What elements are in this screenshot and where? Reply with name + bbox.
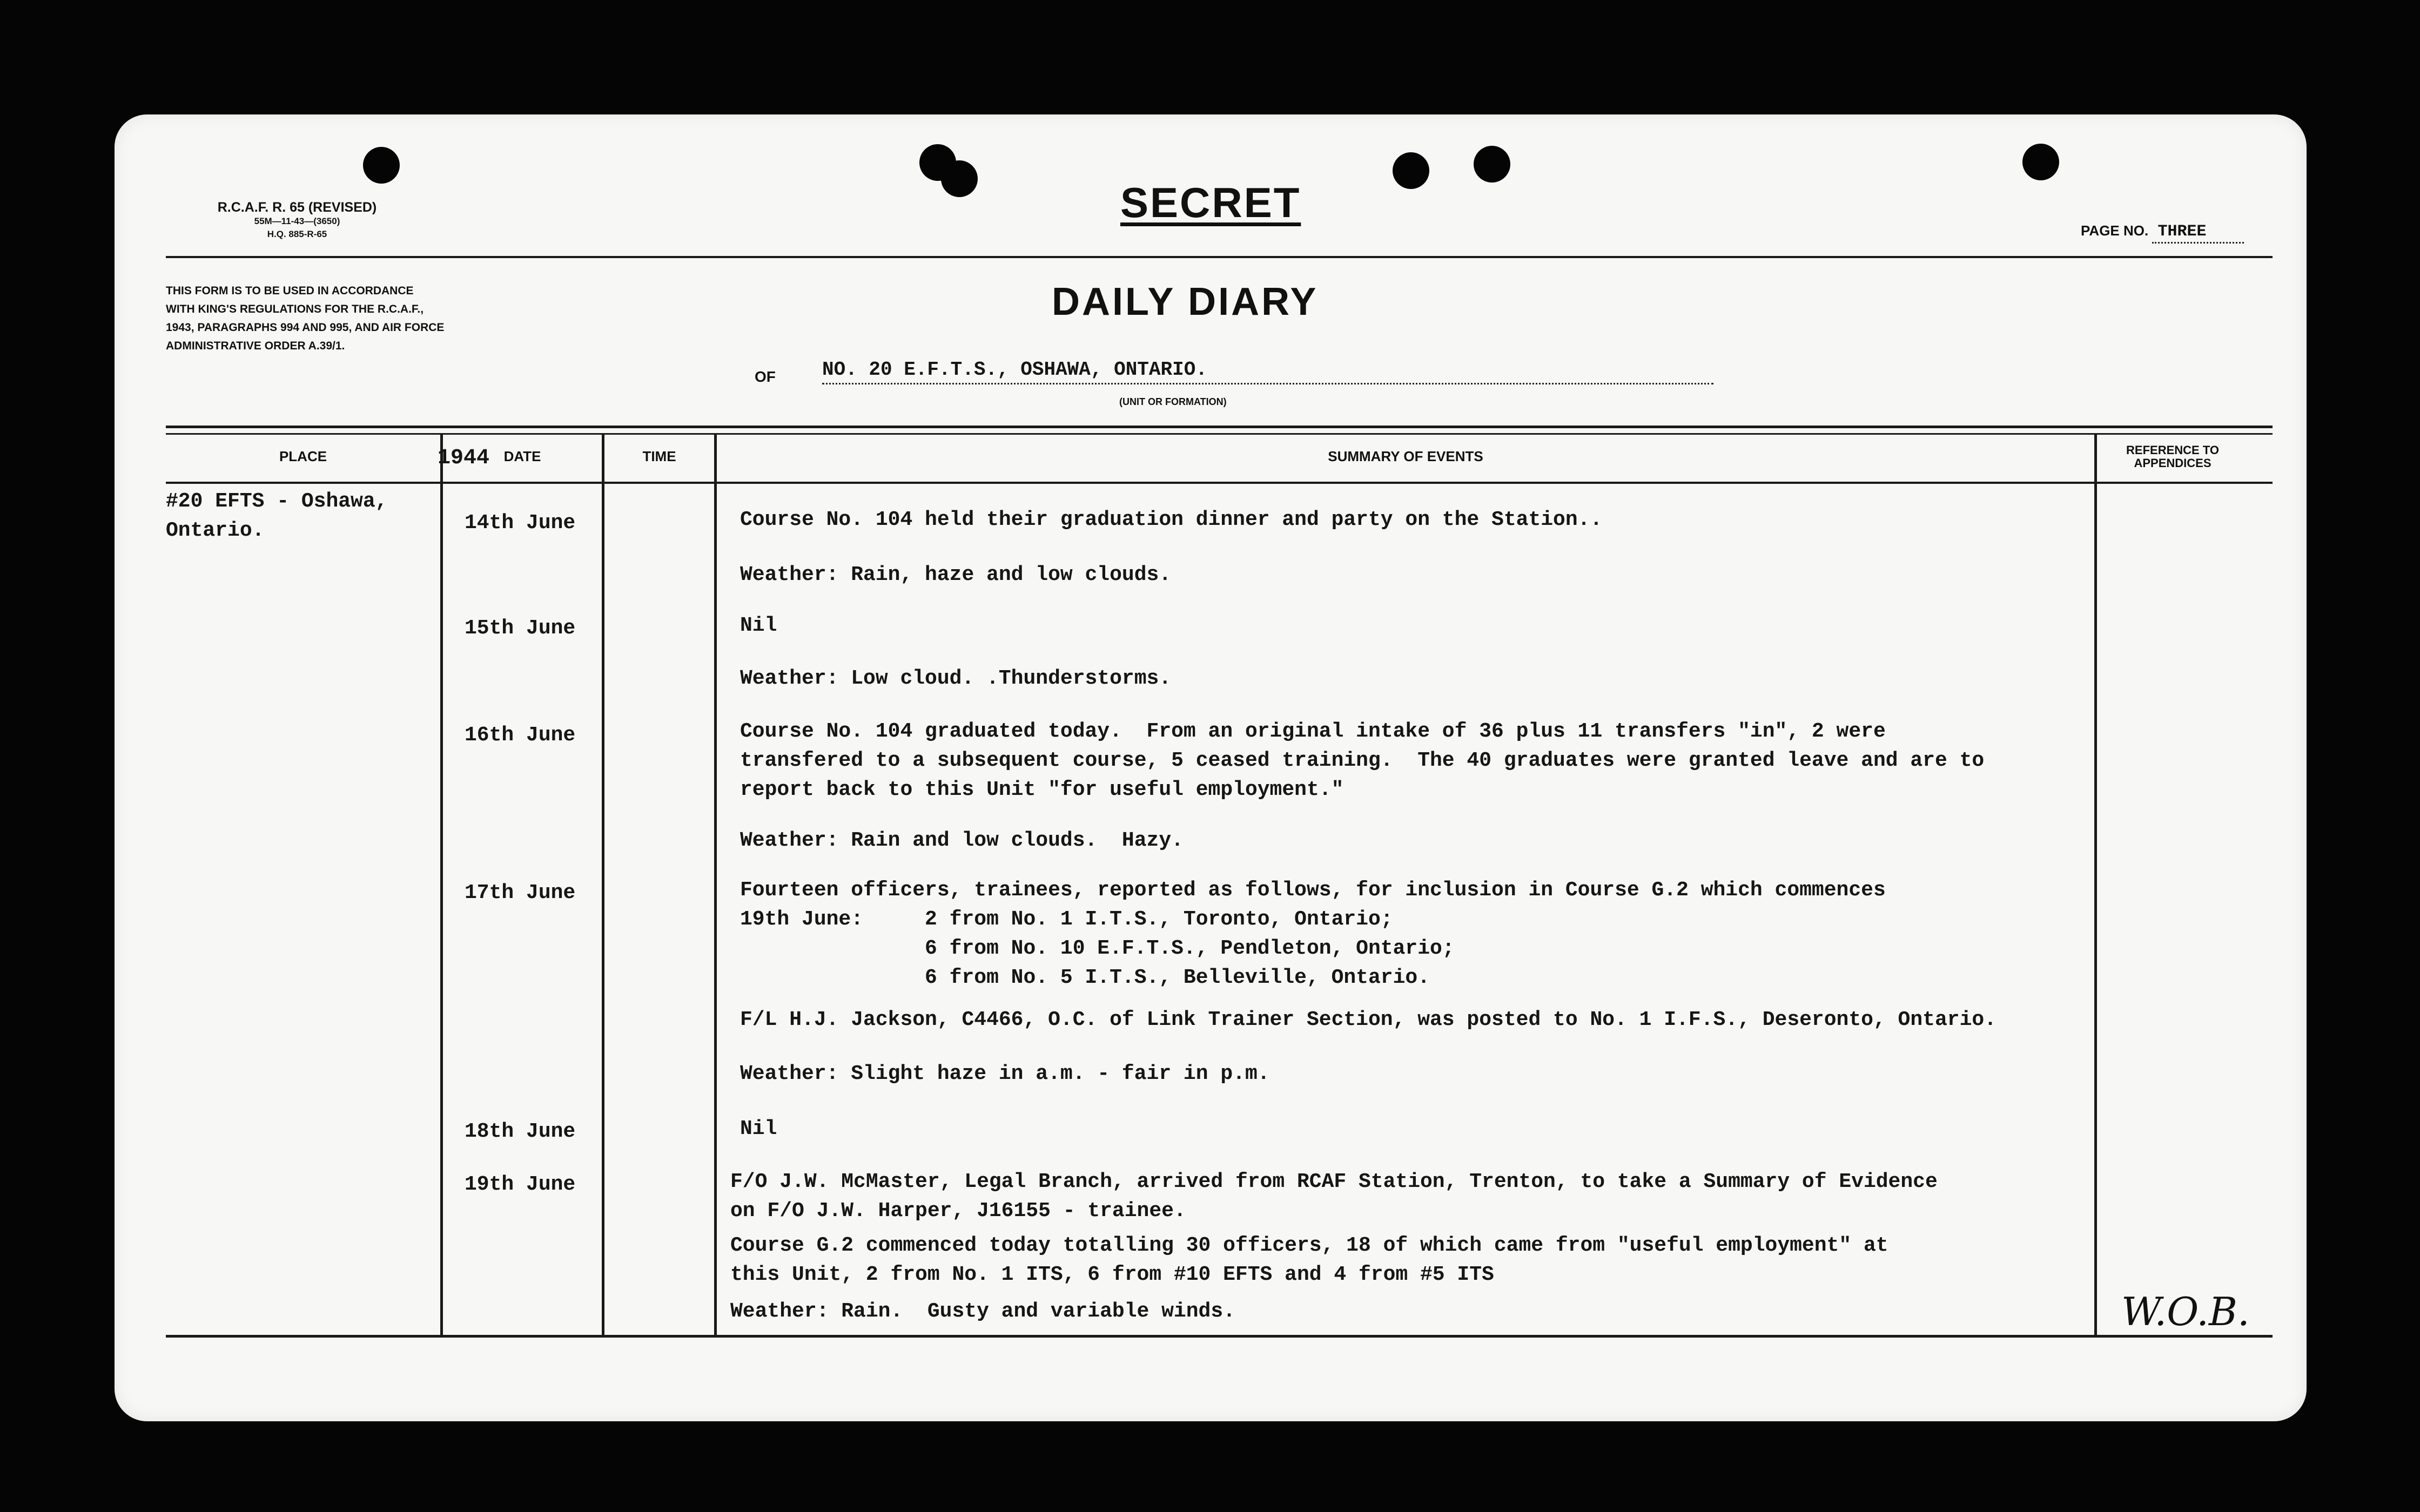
place-cell: #20 EFTS - Oshawa, Ontario. <box>166 490 388 542</box>
table-top-border <box>166 426 2273 428</box>
entry-text: Nil <box>740 614 777 637</box>
column-header-reference: REFERENCE TO APPENDICES <box>2126 443 2219 470</box>
entry-text: Fourteen officers, trainees, reported as follows, for inclusion in Course G.2 which commences 19th June: 2 from No. 1 I.T.S., Toronto, Ontario; 6 from No. 10 E.F.T.S., Pendleton, Ontario; 6 from No. 5 I.T.S., Belleville, Ontario. <box>740 879 1886 989</box>
form-code-line: 55M—11-43—(3650) <box>254 216 340 226</box>
entry-text: Nil <box>740 1117 777 1140</box>
column-divider <box>440 433 443 1335</box>
form-identifier <box>181 200 413 241</box>
entry-date: 19th June <box>465 1173 576 1196</box>
punch-hole <box>2022 144 2059 180</box>
entry-date: 17th June <box>465 881 576 905</box>
column-header-summary: SUMMARY OF EVENTS <box>1328 448 1483 464</box>
document-title: DAILY DIARY <box>1052 280 1319 323</box>
form-instructions: THIS FORM IS TO BE USED IN ACCORDANCE WITH KING'S REGULATIONS FOR THE R.C.A.F., 1943, PARAGRAPHS 994 AND 995, AND AIR FORCE ADMINISTRATIVE ORDER A.39/1. <box>166 285 445 352</box>
column-header-place: PLACE <box>279 448 327 464</box>
form-code-line: H.Q. 885-R-65 <box>267 229 327 239</box>
punch-hole <box>941 160 978 197</box>
page-number-value: THREE <box>2152 222 2244 244</box>
table-header-border <box>166 482 2273 484</box>
form-id-line: R.C.A.F. R. 65 (REVISED) <box>217 200 377 215</box>
entry-text: Course No. 104 graduated today. From an original intake of 36 plus 11 transfers "in", 2 were transfered to a subsequent course, 5 ceased training. The 40 graduates were granted leave and are to report back to this Unit "for useful employment." <box>740 720 1985 801</box>
divider <box>166 256 2273 258</box>
entry-text: Weather: Rain and low clouds. Hazy. <box>740 829 1184 852</box>
signature: W.O.B. <box>2121 1289 2250 1334</box>
entry-text: F/O J.W. McMaster, Legal Branch, arrived from RCAF Station, Trenton, to take a Summary of Evidence on F/O J.W. Harper, J16155 - trainee. <box>730 1170 1938 1223</box>
classification-heading: SECRET <box>1120 179 1301 226</box>
entry-text: Weather: Low cloud. .Thunderstorms. <box>740 667 1172 690</box>
entry-text: Weather: Rain, haze and low clouds. <box>740 563 1172 586</box>
entry-text: Course No. 104 held their graduation dinner and party on the Station.. <box>740 508 1603 531</box>
entry-text: Course G.2 commenced today totalling 30 officers, 18 of which came from "useful employment" at this Unit, 2 from No. 1 ITS, 6 from #10 EFTS and 4 from #5 ITS <box>730 1234 1888 1286</box>
entry-date: 14th June <box>465 511 576 535</box>
column-header-date: DATE <box>503 448 541 464</box>
entry-text: F/L H.J. Jackson, C4466, O.C. of Link Trainer Section, was posted to No. 1 I.F.S., Deseronto, Ontario. <box>740 1008 1996 1031</box>
column-divider <box>602 433 604 1335</box>
of-label: OF <box>755 368 776 385</box>
entry-date: 18th June <box>465 1120 576 1143</box>
column-divider <box>2094 433 2097 1335</box>
diary-year: 1944 <box>438 446 490 470</box>
diary-sheet <box>115 114 2307 1421</box>
page-number <box>2081 222 2244 241</box>
entry-date: 16th June <box>465 724 576 747</box>
punch-hole <box>1474 146 1510 183</box>
unit-sublabel: (UNIT OR FORMATION) <box>1119 396 1227 407</box>
unit-name: NO. 20 E.F.T.S., OSHAWA, ONTARIO. <box>822 359 1713 384</box>
column-header-time: TIME <box>642 448 676 464</box>
column-divider <box>714 433 717 1335</box>
table-top-border <box>166 433 2273 435</box>
page-number-label: PAGE NO. <box>2081 222 2149 239</box>
punch-hole <box>363 147 400 184</box>
entry-date: 15th June <box>465 617 576 640</box>
table-bottom-border <box>166 1335 2273 1338</box>
entry-text: Weather: Slight haze in a.m. - fair in p.m. <box>740 1062 1270 1085</box>
entry-text: Weather: Rain. Gusty and variable winds. <box>730 1300 1235 1323</box>
punch-hole <box>1393 152 1429 189</box>
